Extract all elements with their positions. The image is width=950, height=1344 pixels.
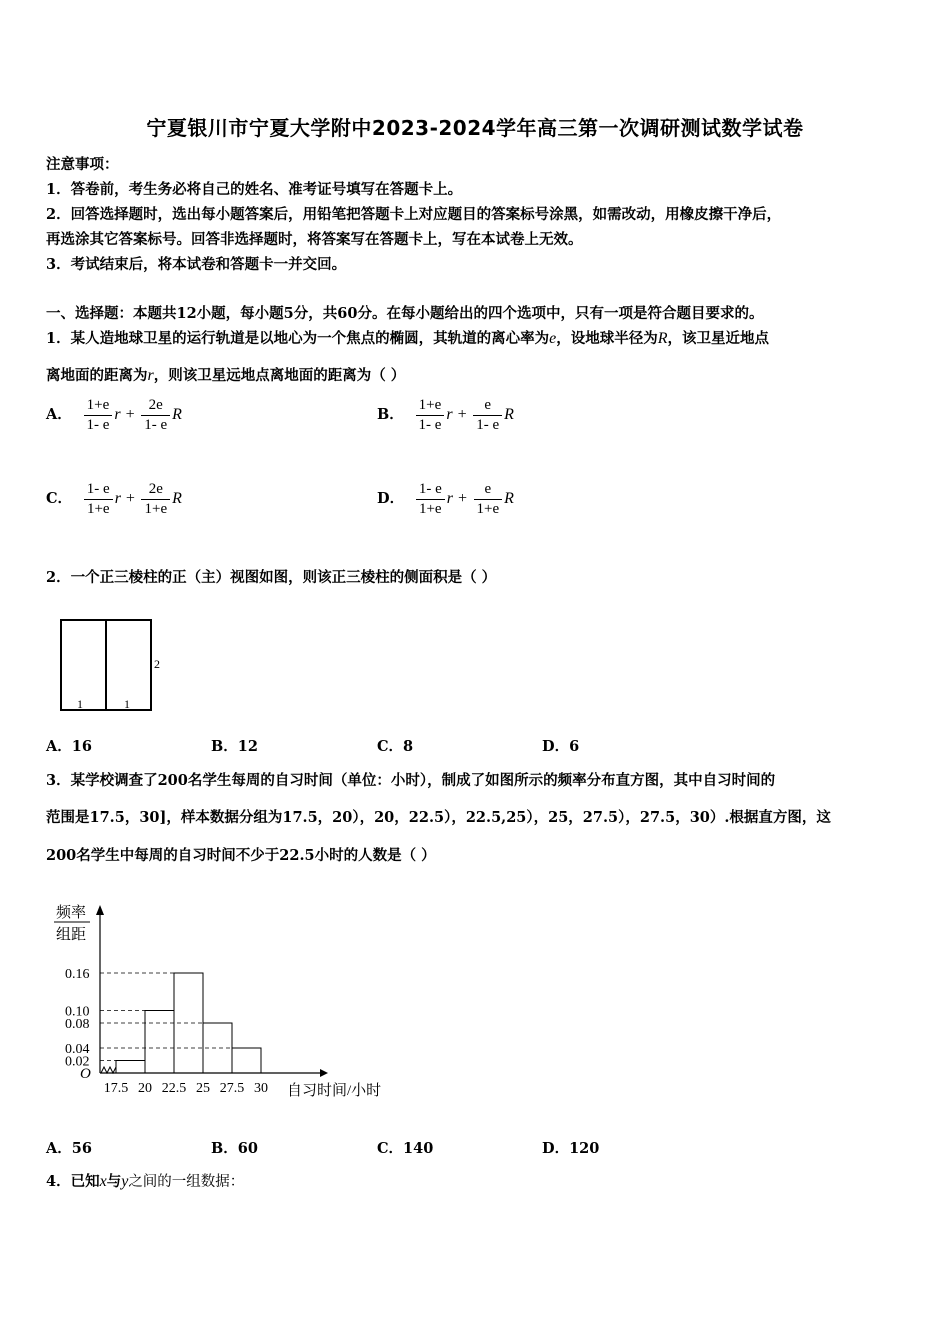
numerator: e [473, 397, 502, 416]
numerator: 2e [141, 481, 170, 500]
q1-text-a: 1．某人造地球卫星的运行轨道是以地心为一个焦点的椭圆，其轨道的离心率为 [46, 330, 550, 347]
q2-option-c[interactable]: C．8 [377, 738, 414, 755]
term: r + [114, 405, 136, 423]
q3-option-b[interactable]: B．60 [211, 1140, 258, 1157]
q3-option-a[interactable]: A．56 [46, 1140, 92, 1157]
numerator: 1+e [416, 397, 445, 416]
x-tick-label: 22.5 [161, 1081, 187, 1096]
fraction [416, 481, 445, 518]
denominator: 1+e [476, 501, 500, 517]
q1-text-d: 离地面的距离为 [46, 367, 148, 384]
notice-item-3: 3．考试结束后，将本试卷和答题卡一并交回。 [46, 256, 347, 273]
term: r + [446, 489, 468, 507]
fraction [84, 481, 113, 518]
y-label-top: 频率 [56, 905, 87, 921]
q3-option-c[interactable]: C．140 [377, 1140, 434, 1157]
term: R [504, 405, 514, 423]
x-tick-label: 30 [254, 1081, 268, 1096]
y-tick-label: 0.08 [65, 1017, 90, 1032]
fraction [474, 481, 503, 518]
q3-line2: 范围是17.5，30]，样本数据分组为17.5，20），20，22.5），22.5,25），25，27.5），27.5，30）.根据直方图，这 [46, 809, 831, 826]
histogram-bar [145, 1011, 174, 1074]
fraction [141, 481, 170, 518]
q4-text-b: 与 [106, 1173, 122, 1190]
y-tick-label: 0.02 [65, 1054, 90, 1070]
notice-item-2-cont: 再选涂其它答案标号。回答非选择题时，将答案写在答题卡上，写在本试卷上无效。 [46, 231, 583, 248]
x-tick-label: 27.5 [219, 1081, 245, 1096]
numerator: 1+e [84, 397, 113, 416]
denominator: 1+e [418, 501, 442, 517]
notice-heading: 注意事项： [46, 156, 119, 173]
option-label: C． [46, 489, 73, 507]
term: r + [114, 489, 136, 507]
x-axis-label: 自习时间/小时 [287, 1083, 382, 1099]
q1-var-r: r [147, 367, 154, 384]
option-label: D． [377, 489, 405, 507]
fraction [473, 397, 502, 434]
q4-var-y: y [121, 1173, 129, 1190]
q2-option-a[interactable]: A．16 [46, 738, 92, 755]
fraction [84, 397, 113, 434]
histogram-marks [65, 905, 328, 1096]
option-label: A． [46, 405, 72, 423]
notice-item-1: 1．答卷前，考生务必将自己的姓名、准考证号填写在答题卡上。 [46, 181, 463, 198]
q3-line3: 200名学生中每周的自习时间不少于22.5小时的人数是（ ） [46, 847, 436, 864]
q4-text-a: 4．已知 [46, 1173, 100, 1190]
histogram-bar [232, 1048, 261, 1073]
q1-var-R: R [657, 330, 668, 347]
denominator: 1- e [418, 417, 442, 433]
x-tick-label: 17.5 [103, 1081, 129, 1096]
origin-label: O [80, 1066, 91, 1082]
q1-var-e: e [549, 330, 557, 347]
q2-option-b[interactable]: B．12 [211, 738, 258, 755]
fraction [416, 397, 445, 434]
q1-line2 [46, 364, 405, 385]
x-axis-arrow [320, 1069, 328, 1077]
q1-text-c: ，该卫星近地点 [667, 330, 769, 347]
q4-text [46, 1170, 244, 1191]
q1-text-b: ，设地球半径为 [556, 330, 658, 347]
q1-option-a[interactable] [46, 397, 182, 434]
histogram-bar [116, 1061, 145, 1074]
x-tick-label: 20 [138, 1081, 152, 1096]
numerator: e [474, 481, 503, 500]
option-label: B． [377, 405, 404, 423]
denominator: 1- e [476, 417, 500, 433]
q4-text-c: 之间的一组数据： [128, 1174, 245, 1190]
prism-front-view-figure [44, 610, 174, 720]
term: r + [446, 405, 468, 423]
term: R [504, 489, 514, 507]
numerator: 2e [141, 397, 170, 416]
y-axis-arrow [96, 905, 104, 915]
q1-option-c[interactable] [46, 481, 182, 518]
q3-option-d[interactable]: D．120 [542, 1140, 600, 1157]
figure-label-bottom-right: 1 [124, 697, 130, 711]
denominator: 1- e [144, 417, 168, 433]
q1-line1 [46, 327, 769, 348]
fraction [141, 397, 170, 434]
q1-option-b[interactable] [377, 397, 514, 434]
denominator: 1- e [86, 417, 110, 433]
section-header: 一、选择题：本题共12小题，每小题5分，共60分。在每小题给出的四个选项中，只有一项是符合题目要求的。 [46, 305, 764, 322]
q2-text: 2．一个正三棱柱的正（主）视图如图，则该正三棱柱的侧面积是（ ） [46, 569, 497, 586]
denominator: 1+e [86, 501, 110, 517]
frequency-histogram [40, 895, 420, 1110]
q4-var-x: x [99, 1173, 107, 1190]
axis-break-icon [101, 1067, 116, 1073]
numerator: 1- e [416, 481, 445, 500]
y-tick-label: 0.04 [65, 1042, 90, 1057]
q2-option-d[interactable]: D．6 [542, 738, 580, 755]
figure-label-side: 2 [154, 657, 160, 671]
q1-option-d[interactable] [377, 481, 514, 518]
term: R [172, 405, 182, 423]
y-label-bottom: 组距 [56, 927, 87, 943]
page-title: 宁夏银川市宁夏大学附中2023-2024学年高三第一次调研测试数学试卷 [146, 116, 804, 140]
figure-label-bottom-left: 1 [77, 697, 83, 711]
q3-line1: 3．某学校调查了200名学生每周的自习时间（单位：小时），制成了如图所示的频率分布直方图，其中自习时间的 [46, 772, 776, 789]
denominator: 1+e [144, 501, 168, 517]
numerator: 1- e [84, 481, 113, 500]
term: R [172, 489, 182, 507]
y-tick-label: 0.10 [65, 1004, 90, 1020]
y-tick-label: 0.16 [65, 967, 90, 982]
x-tick-label: 25 [196, 1081, 210, 1096]
q1-text-e: ，则该卫星远地点离地面的距离为（ ） [153, 367, 406, 384]
notice-item-2: 2．回答选择题时，选出每小题答案后，用铅笔把答题卡上对应题目的答案标号涂黑，如需改动，用橡皮擦干净后， [46, 206, 782, 223]
